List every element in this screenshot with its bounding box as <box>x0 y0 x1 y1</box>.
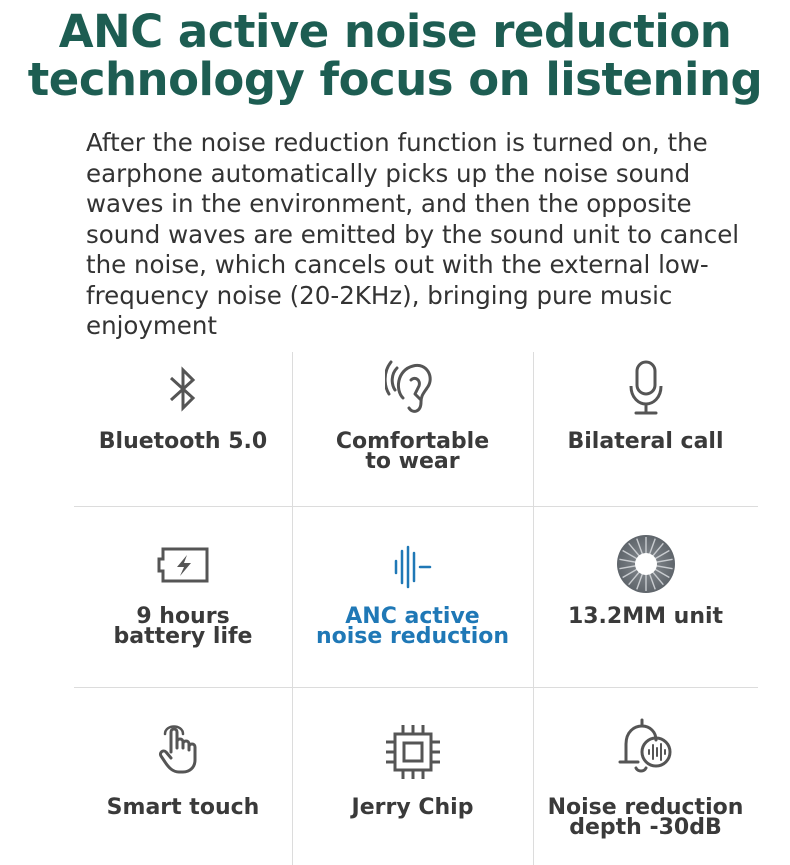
feature-cell-call <box>533 352 758 506</box>
feature-cell-chip <box>292 688 533 865</box>
battery-charging-icon <box>74 545 292 585</box>
feature-cell-touch <box>74 688 292 865</box>
feature-label: ANC active noise reduction <box>315 604 510 649</box>
feature-grid <box>74 352 758 865</box>
feature-label: 9 hours battery life <box>113 604 253 649</box>
microphone-icon <box>533 358 758 416</box>
title-line-2: technology focus on listening <box>27 53 763 106</box>
sound-wave-icon <box>292 543 533 589</box>
feature-cell-bluetooth <box>74 352 292 506</box>
ear-icon <box>292 356 533 418</box>
speaker-unit-icon <box>533 533 758 595</box>
description-paragraph: After the noise reduction function is turned on, the earphone automatically picks up the noise sound waves in the environment, and then the opposite sound waves are emitted by the sound unit to cancel the noise, which cancels out with the external low-frequency noise (20-2KHz), bringing pure music enjoyment <box>86 128 740 340</box>
feature-cell-anc <box>292 507 533 687</box>
feature-label: 13.2MM unit <box>567 604 724 629</box>
bluetooth-icon <box>74 364 292 414</box>
feature-label: Smart touch <box>106 795 260 820</box>
feature-label: Jerry Chip <box>351 795 474 820</box>
feature-cell-battery <box>74 507 292 687</box>
title-line-1: ANC active noise reduction <box>58 5 732 58</box>
feature-label: Bilateral call <box>567 429 724 454</box>
bell-sound-icon <box>533 718 758 778</box>
feature-cell-comfort <box>292 352 533 506</box>
touch-hand-icon <box>74 720 292 776</box>
chip-icon <box>292 722 533 782</box>
feature-label: Comfortable to wear <box>335 429 490 474</box>
feature-cell-depth <box>533 688 758 865</box>
feature-cell-unit <box>533 507 758 687</box>
page-title <box>0 5 790 106</box>
feature-label: Noise reduction depth -30dB <box>547 795 744 840</box>
feature-label: Bluetooth 5.0 <box>98 429 268 454</box>
